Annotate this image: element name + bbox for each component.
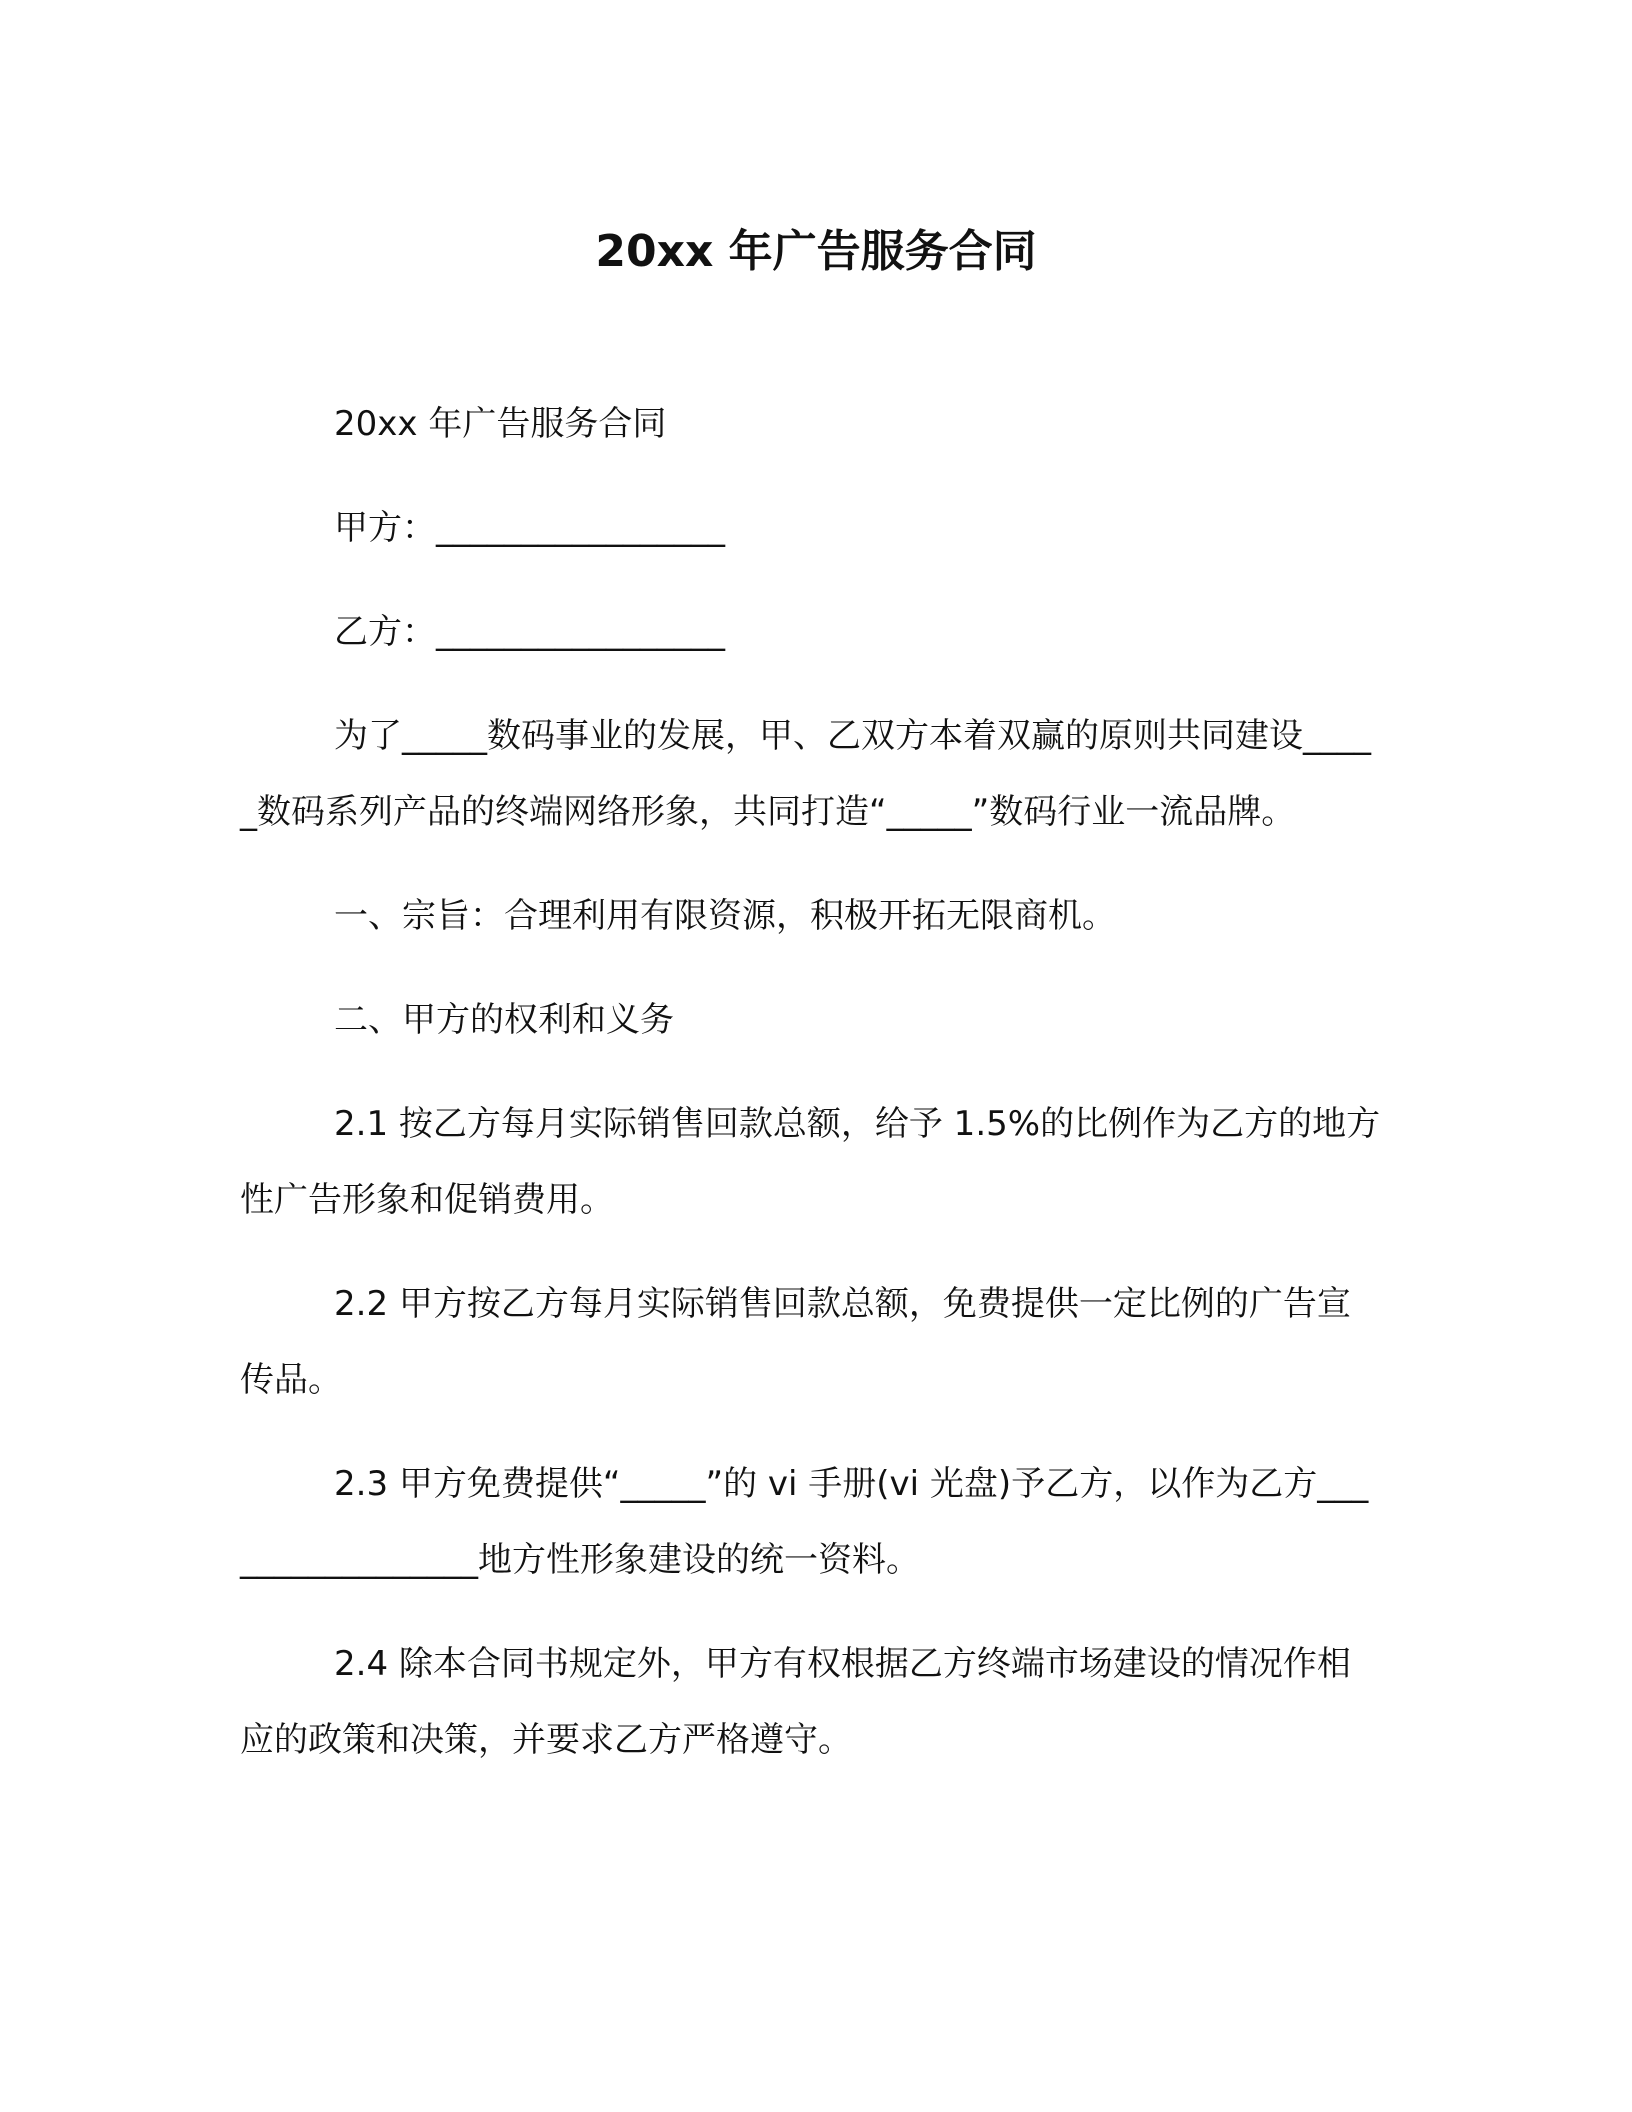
paragraph-party-b: 乙方：_________________ bbox=[334, 612, 725, 652]
paragraph-section-2: 二、甲方的权利和义务 bbox=[334, 1000, 674, 1040]
document-body bbox=[240, 386, 1382, 1806]
paragraph-heading: 20xx 年广告服务合同 bbox=[334, 404, 667, 444]
document-title: 20xx 年广告服务合同 bbox=[595, 226, 1037, 277]
paragraph-intro: 为了_____数码事业的发展，甲、乙双方本着双赢的原则共同建设_____数码系列产品的终端网络形象，共同打造“_____”数码行业一流品牌。 bbox=[240, 716, 1371, 832]
paragraph-2-3: 2.3 甲方免费提供“_____”的 vi 手册(vi 光盘)予乙方，以作为乙方_________________地方性形象建设的统一资料。 bbox=[240, 1464, 1369, 1580]
paragraph-section-1: 一、宗旨：合理利用有限资源，积极开拓无限商机。 bbox=[334, 896, 1116, 936]
paragraph-party-a: 甲方：_________________ bbox=[334, 508, 725, 548]
paragraph-2-1: 2.1 按乙方每月实际销售回款总额，给予 1.5%的比例作为乙方的地方性广告形象和促销费用。 bbox=[240, 1104, 1381, 1220]
paragraph-2-2: 2.2 甲方按乙方每月实际销售回款总额，免费提供一定比例的广告宣传品。 bbox=[240, 1284, 1351, 1400]
paragraph-2-4: 2.4 除本合同书规定外，甲方有权根据乙方终端市场建设的情况作相应的政策和决策，并要求乙方严格遵守。 bbox=[240, 1644, 1351, 1760]
